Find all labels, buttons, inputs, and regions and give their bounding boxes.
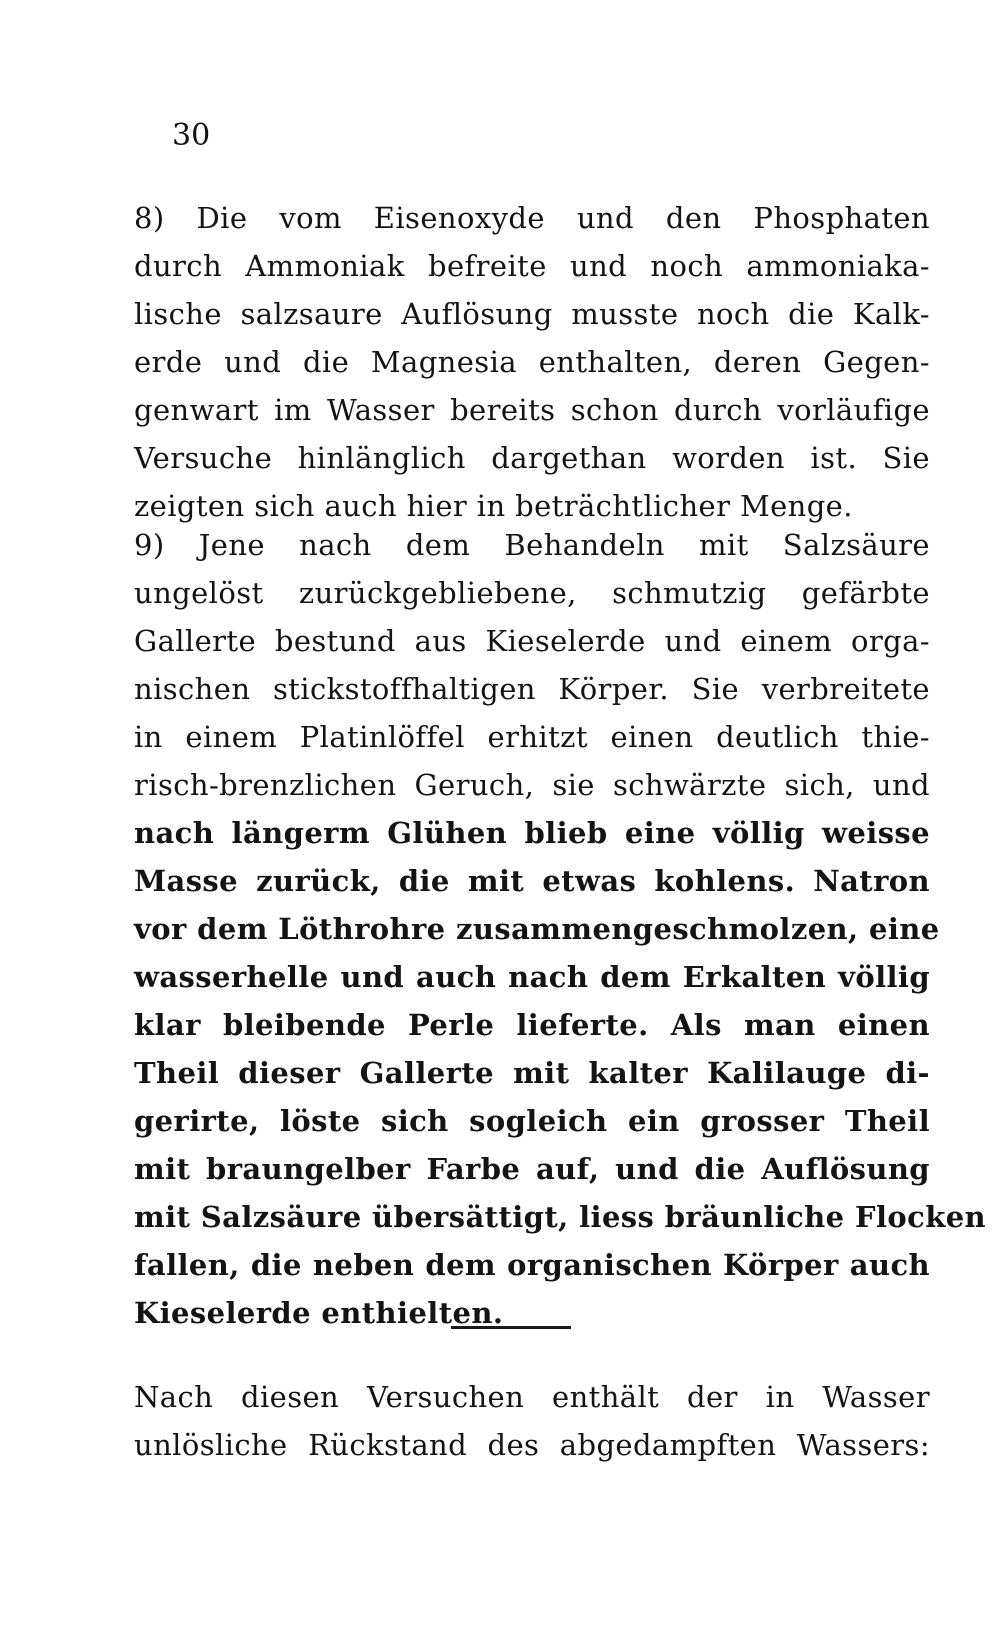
text-line: Gallerte bestund aus Kieselerde und einem orga- bbox=[134, 624, 930, 658]
text-line: fallen, die neben dem organischen Körper auch bbox=[134, 1248, 930, 1282]
paragraph-conclusion bbox=[134, 1373, 930, 1469]
text-line: durch Ammoniak befreite und noch ammoniaka- bbox=[134, 249, 930, 283]
section-divider bbox=[451, 1326, 571, 1329]
text-line: 8) Die vom Eisenoxyde und den Phosphaten bbox=[134, 201, 930, 235]
text-line: mit braungelber Farbe auf, und die Auflösung bbox=[134, 1152, 930, 1186]
text-line: Versuche hinlänglich dargethan worden ist. Sie bbox=[134, 441, 930, 475]
text-line: unlösliche Rückstand des abgedampften Wassers: bbox=[134, 1428, 930, 1462]
paragraph-8 bbox=[134, 194, 930, 530]
text-line: wasserhelle und auch nach dem Erkalten völlig bbox=[134, 960, 930, 994]
text-line: Masse zurück, die mit etwas kohlens. Natron bbox=[134, 864, 930, 898]
text-line: Nach diesen Versuchen enthält der in Wasser bbox=[134, 1380, 930, 1414]
text-line: vor dem Löthrohre zusammengeschmolzen, eine bbox=[134, 912, 940, 946]
paragraph-9 bbox=[134, 521, 987, 1337]
text-line: genwart im Wasser bereits schon durch vorläufige bbox=[134, 393, 930, 427]
text-line: 9) Jene nach dem Behandeln mit Salzsäure bbox=[134, 528, 930, 562]
text-line: gerirte, löste sich sogleich ein grosser Theil bbox=[134, 1104, 930, 1138]
text-line: in einem Platinlöffel erhitzt einen deutlich thie- bbox=[134, 720, 930, 754]
text-line: Kieselerde enthielten. bbox=[134, 1296, 504, 1330]
text-line: klar bleibende Perle lieferte. Als man einen bbox=[134, 1008, 930, 1042]
text-line: Theil dieser Gallerte mit kalter Kalilauge di- bbox=[134, 1056, 930, 1090]
text-line: mit Salzsäure übersättigt, liess bräunliche Flocken bbox=[134, 1200, 987, 1234]
text-line: risch-brenzlichen Geruch, sie schwärzte sich, und bbox=[134, 768, 930, 802]
page-number: 30 bbox=[172, 118, 211, 153]
text-line: erde und die Magnesia enthalten, deren Gegen- bbox=[134, 345, 930, 379]
text-line: nischen stickstoffhaltigen Körper. Sie verbreitete bbox=[134, 672, 930, 706]
text-line: nach längerm Glühen blieb eine völlig weisse bbox=[134, 816, 930, 850]
text-line: lische salzsaure Auflösung musste noch die Kalk- bbox=[134, 297, 930, 331]
text-line: ungelöst zurückgebliebene, schmutzig gefärbte bbox=[134, 576, 930, 610]
text-line: zeigten sich auch hier in beträchtlicher Menge. bbox=[134, 489, 853, 523]
